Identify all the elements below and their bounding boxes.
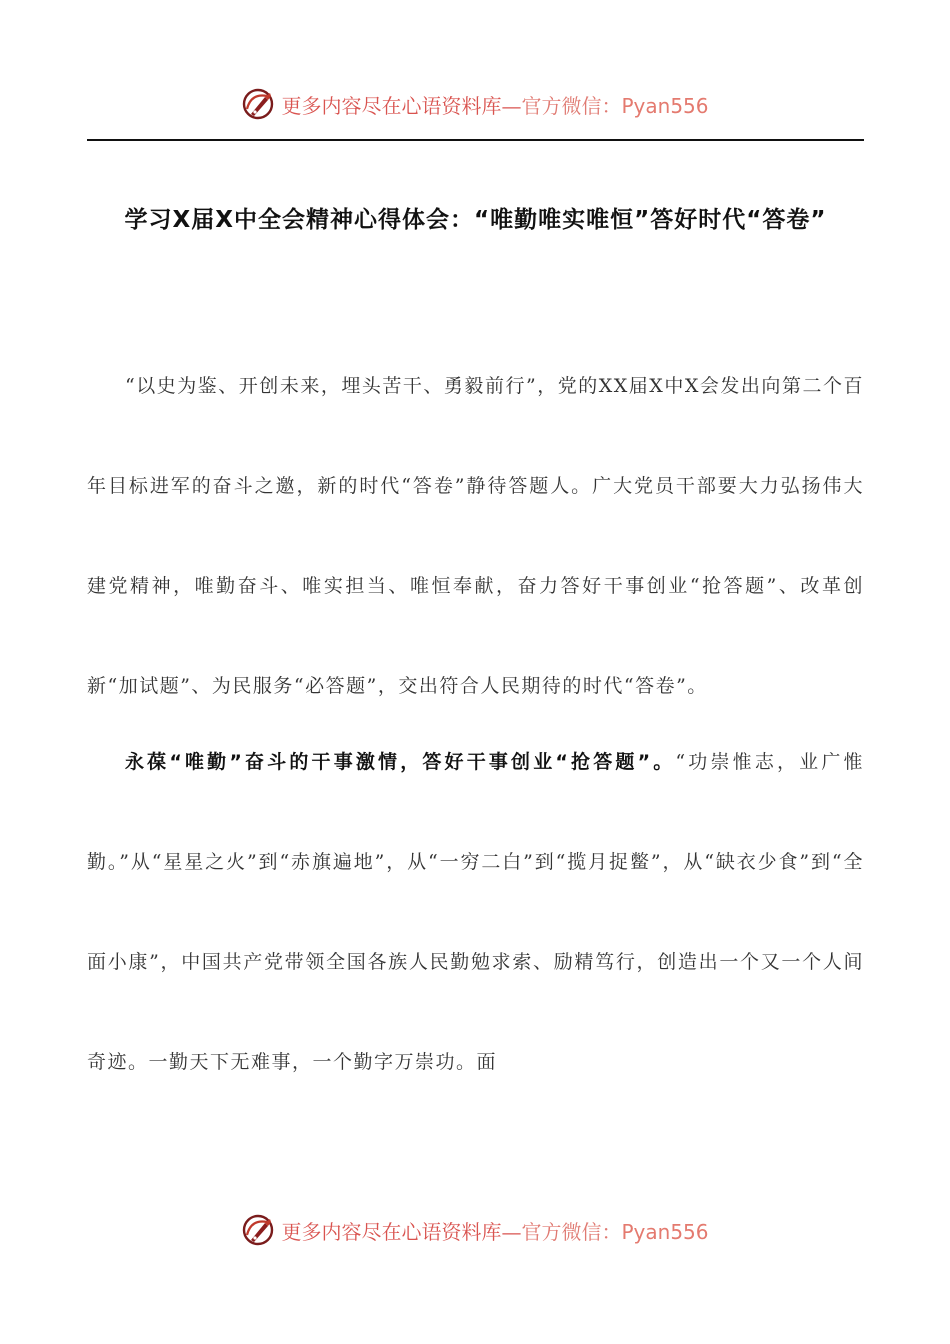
watermark-wechat-id: Pyan556: [621, 93, 709, 118]
pen-nib-circle-icon: [241, 87, 275, 121]
footer-watermark-wechat-id: Pyan556: [621, 1219, 709, 1244]
footer-watermark-main: 更多内容尽在心语资料库: [281, 1219, 502, 1244]
footer-watermark: [0, 1210, 950, 1250]
document-body: [87, 336, 864, 1112]
document-title: 学习X届X中全会精神心得体会：“唯勤唯实唯恒”答好时代“答卷”: [124, 207, 827, 233]
paragraph-2-body: “功崇惟志，业广惟勤。”从“星星之火”到“赤旗遍地”，从“一穷二白”到“揽月捉鳖”，从“缺衣少食”到“全面小康”，中国共产党带领全国各族人民勤勉求索、励精笃行，创造出一个又一个人间奇迹。一勤天下无难事，一个勤字万崇功。面: [87, 751, 865, 1073]
watermark-official: 官方微信：: [521, 93, 622, 118]
watermark-text: [281, 90, 708, 119]
footer-watermark-text: [281, 1216, 708, 1245]
watermark-main: 更多内容尽在心语资料库: [281, 93, 502, 118]
pen-nib-circle-icon: [241, 1213, 275, 1247]
header-watermark: [0, 84, 950, 124]
paragraph-2-lead: 永葆“唯勤”奋斗的干事激情，答好干事创业“抢答题”。: [125, 751, 676, 773]
footer-watermark-official: 官方微信：: [521, 1219, 622, 1244]
header-rule: [87, 139, 864, 141]
footer-watermark-dash: —: [501, 1219, 522, 1244]
paragraph-2: [87, 712, 864, 1112]
paragraph-1: “以史为鉴、开创未来，埋头苦干、勇毅前行”，党的XX届X中X会发出向第二个百年目标进军的奋斗之邀，新的时代“答卷”静待答题人。广大党员干部要大力弘扬伟大建党精神，唯勤奋斗、唯实担当、唯恒奉献，奋力答好干事创业“抢答题”、改革创新“加试题”、为民服务“必答题”，交出符合人民期待的时代“答卷”。: [87, 375, 864, 697]
watermark-dash: —: [501, 93, 522, 118]
